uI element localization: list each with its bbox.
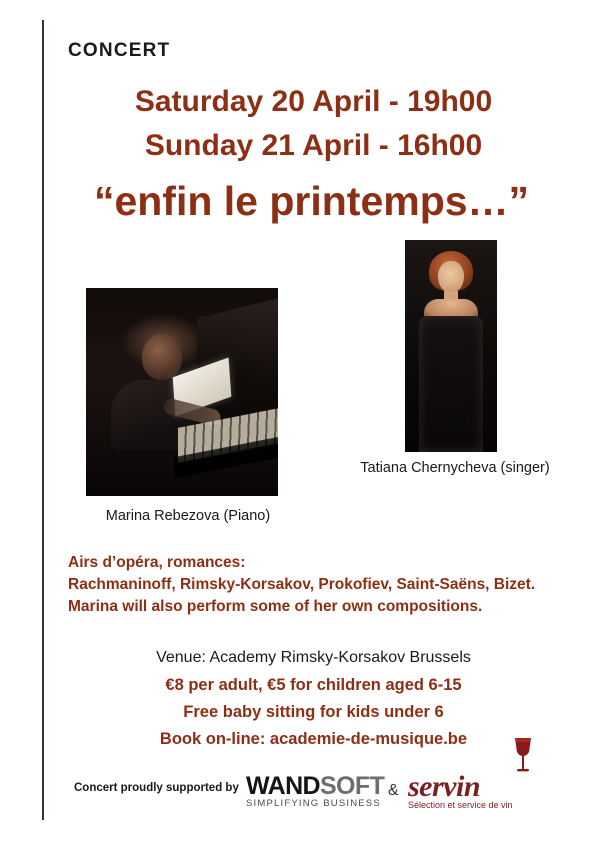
programme-line-2: Rachmaninoff, Rimsky-Korsakov, Prokofiev, Saint-Saëns, Bizet.: [68, 576, 536, 593]
date-line-2: Sunday 21 April - 16h00: [144, 129, 483, 162]
venue-line: Venue: Academy Rimsky-Korsakov Brussels: [156, 649, 471, 666]
sponsor-servin-logo: [408, 770, 513, 810]
babysitting-line: Free baby sitting for kids under 6: [183, 703, 444, 721]
sponsor-wandsoft-logo: [246, 772, 384, 809]
servin-wordmark: servin: [408, 770, 480, 803]
singer-face: [438, 261, 464, 293]
concert-title: “enfin le printemps…”: [93, 178, 530, 224]
concert-dates: [0, 80, 609, 168]
wandsoft-name-light: SOFT: [319, 772, 385, 800]
programme-block: [68, 552, 588, 618]
pianist-caption: Marina Rebezova (Piano): [105, 508, 271, 524]
sponsor-separator: &: [388, 782, 399, 799]
pianist-photo: [86, 288, 278, 496]
sponsor-footer: [0, 770, 609, 830]
supported-by-label: Concert proudly supported by: [74, 782, 239, 794]
singer-photo: [405, 240, 497, 452]
wandsoft-name-bold: WAND: [246, 772, 320, 800]
piano-scene: [86, 288, 278, 496]
singer-caption: Tatiana Chernycheva (singer): [360, 460, 550, 476]
singer-dress: [419, 316, 483, 452]
booking-line[interactable]: Book on-line: academie-de-musique.be: [159, 730, 468, 748]
singer-scene: [405, 240, 497, 452]
piano-lid: [197, 291, 278, 426]
page-title: CONCERT: [68, 40, 171, 61]
programme-line-1: Airs d’opéra, romances:: [68, 554, 246, 571]
wandsoft-wordmark: [246, 772, 384, 801]
wandsoft-tagline: SIMPLIFYING BUSINESS: [246, 798, 381, 809]
price-line: €8 per adult, €5 for children aged 6-15: [165, 676, 462, 694]
wine-glass-icon: [510, 736, 536, 776]
programme-line-3: Marina will also perform some of her own compositions.: [68, 598, 483, 615]
date-line-1: Saturday 20 April - 19h00: [134, 85, 493, 118]
servin-tagline: Sélection et service de vin: [408, 800, 513, 810]
pianist-head: [142, 334, 182, 380]
